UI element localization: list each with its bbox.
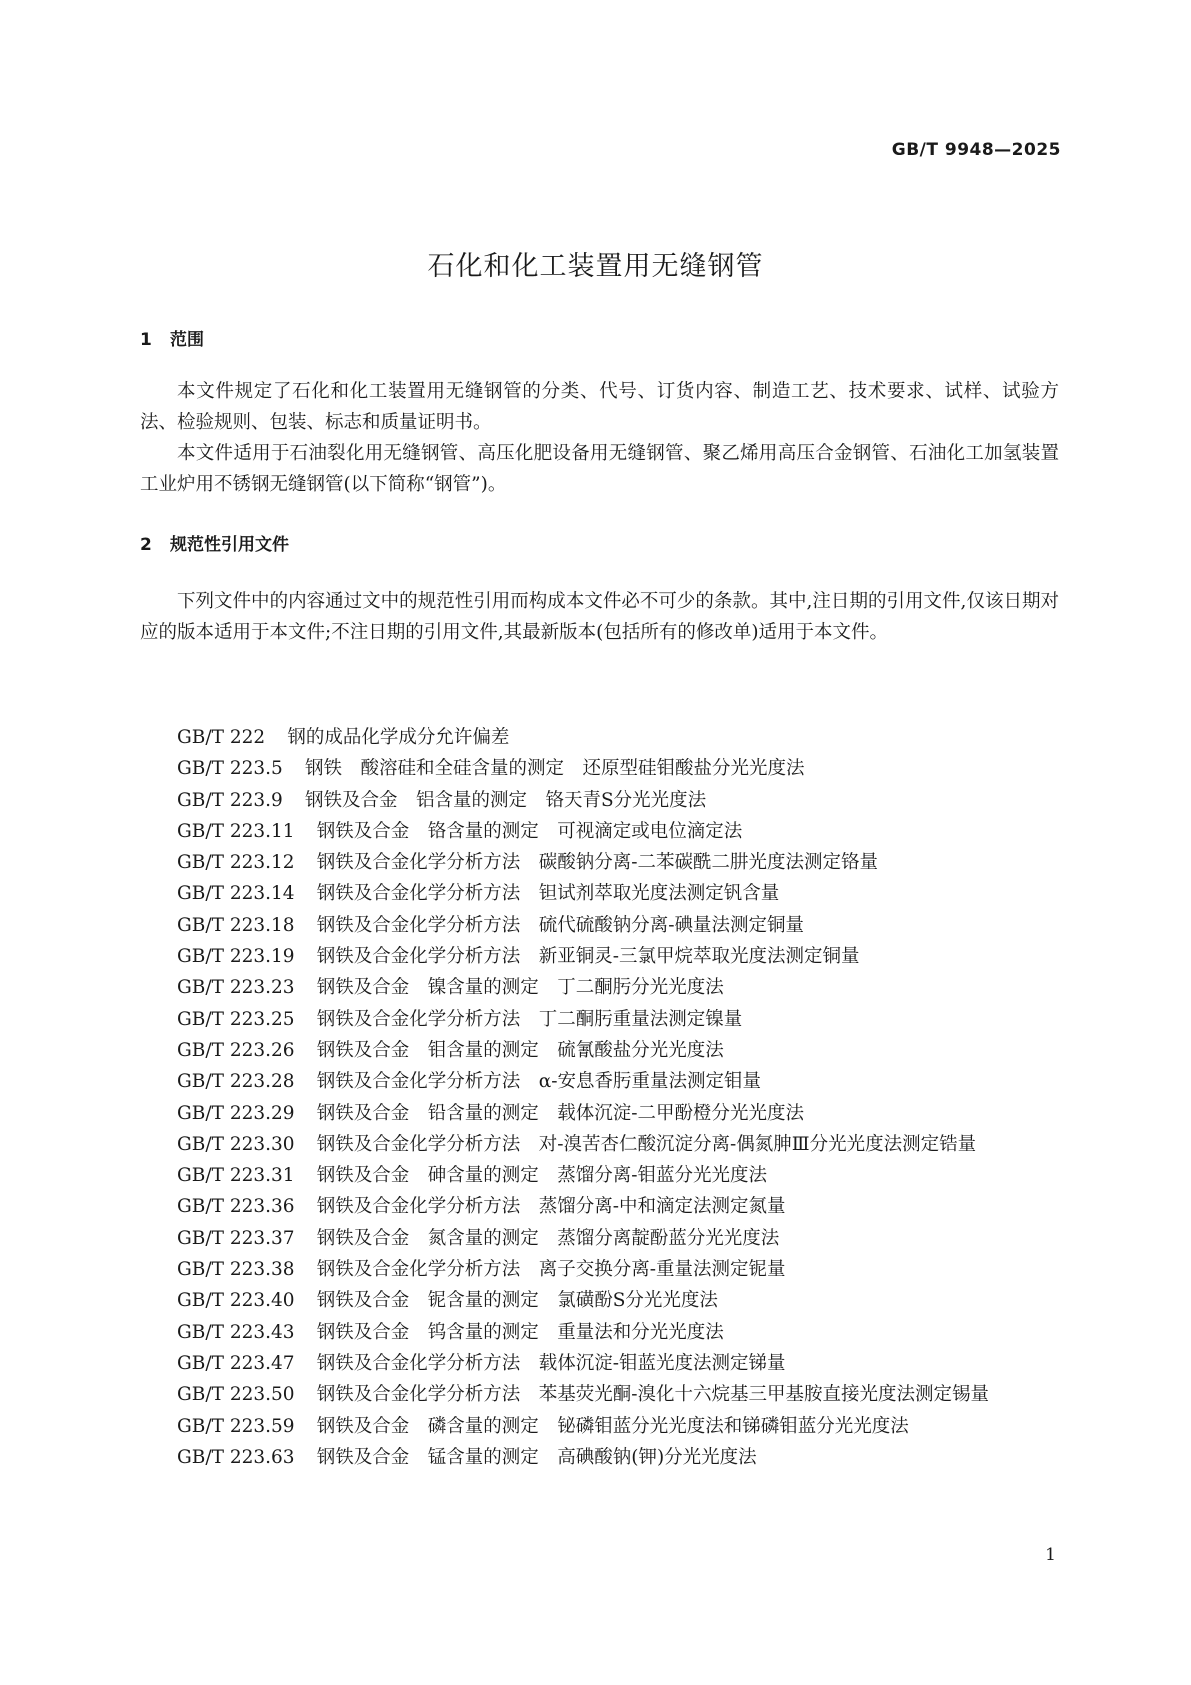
section-1-body — [140, 376, 1059, 500]
reference-title: 钢铁及合金 铬含量的测定 可视滴定或电位滴定法 — [316, 820, 743, 842]
reference-code: GB/T 223.25 — [177, 1008, 295, 1030]
reference-item — [140, 941, 1059, 972]
reference-title: 钢铁及合金 钼含量的测定 硫氰酸盐分光光度法 — [316, 1039, 724, 1061]
reference-title: 钢铁及合金化学分析方法 碳酸钠分离-二苯碳酰二肼光度法测定铬量 — [316, 852, 879, 874]
reference-item — [140, 1160, 1059, 1191]
reference-item — [140, 1348, 1059, 1379]
reference-title: 钢铁及合金化学分析方法 新亚铜灵-三氯甲烷萃取光度法测定铜量 — [316, 946, 860, 968]
reference-code: GB/T 223.63 — [177, 1446, 295, 1468]
reference-code: GB/T 223.37 — [177, 1227, 295, 1249]
section-2-heading — [140, 530, 289, 555]
reference-code: GB/T 223.19 — [177, 946, 295, 968]
reference-title: 钢铁及合金 铌含量的测定 氯磺酚S分光光度法 — [316, 1290, 718, 1312]
reference-title: 钢铁及合金 锰含量的测定 高碘酸钠(钾)分光光度法 — [316, 1446, 757, 1468]
reference-title: 钢铁及合金化学分析方法 离子交换分离-重量法测定铌量 — [316, 1259, 786, 1281]
reference-code: GB/T 223.14 — [177, 883, 295, 905]
reference-item — [140, 1442, 1059, 1473]
reference-code: GB/T 223.47 — [177, 1352, 295, 1374]
reference-item — [140, 847, 1059, 878]
reference-title: 钢铁及合金化学分析方法 蒸馏分离-中和滴定法测定氮量 — [316, 1196, 786, 1218]
reference-code: GB/T 222 — [177, 727, 266, 748]
reference-item — [140, 1035, 1059, 1066]
reference-code: GB/T 223.31 — [177, 1165, 295, 1187]
section-number: 1 — [140, 330, 152, 350]
reference-item — [140, 1254, 1059, 1285]
section-1-heading — [140, 325, 204, 350]
reference-code: GB/T 223.11 — [177, 820, 295, 842]
reference-item — [140, 1191, 1059, 1222]
reference-code: GB/T 223.23 — [177, 977, 295, 999]
reference-title: 钢铁及合金 钨含量的测定 重量法和分光光度法 — [316, 1321, 724, 1343]
reference-item — [140, 753, 1059, 784]
reference-title: 钢铁及合金化学分析方法 载体沉淀-钼蓝光度法测定锑量 — [316, 1352, 786, 1374]
reference-title: 钢铁及合金 铝含量的测定 铬天青S分光光度法 — [304, 789, 707, 811]
reference-title: 钢铁及合金 铅含量的测定 载体沉淀-二甲酚橙分光光度法 — [316, 1102, 805, 1124]
reference-title: 钢的成品化学成分允许偏差 — [287, 727, 510, 748]
reference-code: GB/T 223.12 — [177, 852, 295, 874]
reference-code: GB/T 223.30 — [177, 1133, 295, 1155]
reference-title: 钢铁及合金化学分析方法 α-安息香肟重量法测定钼量 — [316, 1071, 761, 1093]
reference-item — [140, 878, 1059, 909]
reference-item — [140, 1379, 1059, 1410]
reference-item — [140, 1223, 1059, 1254]
reference-title: 钢铁及合金 磷含量的测定 铋磷钼蓝分光光度法和锑磷钼蓝分光光度法 — [316, 1415, 909, 1437]
section-title: 规范性引用文件 — [170, 535, 289, 555]
reference-item — [140, 1285, 1059, 1316]
reference-item — [140, 816, 1059, 847]
reference-title: 钢铁 酸溶硅和全硅含量的测定 还原型硅钼酸盐分光光度法 — [304, 758, 805, 780]
reference-title: 钢铁及合金化学分析方法 苯基荧光酮-溴化十六烷基三甲基胺直接光度法测定锡量 — [316, 1384, 990, 1406]
reference-code: GB/T 223.36 — [177, 1196, 295, 1218]
reference-item — [140, 972, 1059, 1003]
paragraph: 本文件规定了石化和化工装置用无缝钢管的分类、代号、订货内容、制造工艺、技术要求、试样、试验方法、检验规则、包装、标志和质量证明书。 — [140, 381, 1059, 433]
reference-code: GB/T 223.28 — [177, 1071, 295, 1093]
reference-title: 钢铁及合金 镍含量的测定 丁二酮肟分光光度法 — [316, 977, 724, 999]
section-2-intro — [140, 586, 1059, 648]
reference-title: 钢铁及合金化学分析方法 硫代硫酸钠分离-碘量法测定铜量 — [316, 914, 805, 936]
reference-code: GB/T 223.40 — [177, 1290, 295, 1312]
reference-title: 钢铁及合金化学分析方法 钽试剂萃取光度法测定钒含量 — [316, 883, 780, 905]
reference-code: GB/T 223.50 — [177, 1384, 295, 1406]
reference-item — [140, 1004, 1059, 1035]
reference-item — [140, 1317, 1059, 1348]
reference-item — [140, 722, 1059, 753]
reference-code: GB/T 223.29 — [177, 1102, 295, 1124]
reference-item — [140, 910, 1059, 941]
reference-code: GB/T 223.38 — [177, 1259, 295, 1281]
section-title: 范围 — [170, 330, 204, 350]
section-number: 2 — [140, 535, 152, 555]
page-number: 1 — [1045, 1545, 1056, 1565]
paragraph: 本文件适用于石油裂化用无缝钢管、高压化肥设备用无缝钢管、聚乙烯用高压合金钢管、石油化工加氢装置工业炉用不锈钢无缝钢管(以下简称“钢管”)。 — [140, 443, 1059, 495]
reference-title: 钢铁及合金 氮含量的测定 蒸馏分离靛酚蓝分光光度法 — [316, 1227, 780, 1249]
document-title: 石化和化工装置用无缝钢管 — [427, 251, 764, 282]
reference-title: 钢铁及合金化学分析方法 丁二酮肟重量法测定镍量 — [316, 1008, 743, 1030]
reference-item — [140, 785, 1059, 816]
reference-item — [140, 1098, 1059, 1129]
reference-item — [140, 1129, 1059, 1160]
reference-code: GB/T 223.59 — [177, 1415, 295, 1437]
reference-item — [140, 1066, 1059, 1097]
reference-title: 钢铁及合金化学分析方法 对-溴苦杏仁酸沉淀分离-偶氮胂Ⅲ分光光度法测定锆量 — [316, 1133, 977, 1155]
reference-code: GB/T 223.43 — [177, 1321, 295, 1343]
standard-code: GB/T 9948—2025 — [891, 140, 1061, 160]
reference-code: GB/T 223.9 — [177, 789, 283, 811]
reference-list — [140, 722, 1059, 1473]
reference-item — [140, 1411, 1059, 1442]
reference-code: GB/T 223.5 — [177, 758, 283, 780]
paragraph: 下列文件中的内容通过文中的规范性引用而构成本文件必不可少的条款。其中,注日期的引用文件,仅该日期对应的版本适用于本文件;不注日期的引用文件,其最新版本(包括所有的修改单)适用于本文件。 — [140, 591, 1059, 643]
reference-code: GB/T 223.18 — [177, 914, 295, 936]
reference-title: 钢铁及合金 砷含量的测定 蒸馏分离-钼蓝分光光度法 — [316, 1165, 768, 1187]
reference-code: GB/T 223.26 — [177, 1039, 295, 1061]
